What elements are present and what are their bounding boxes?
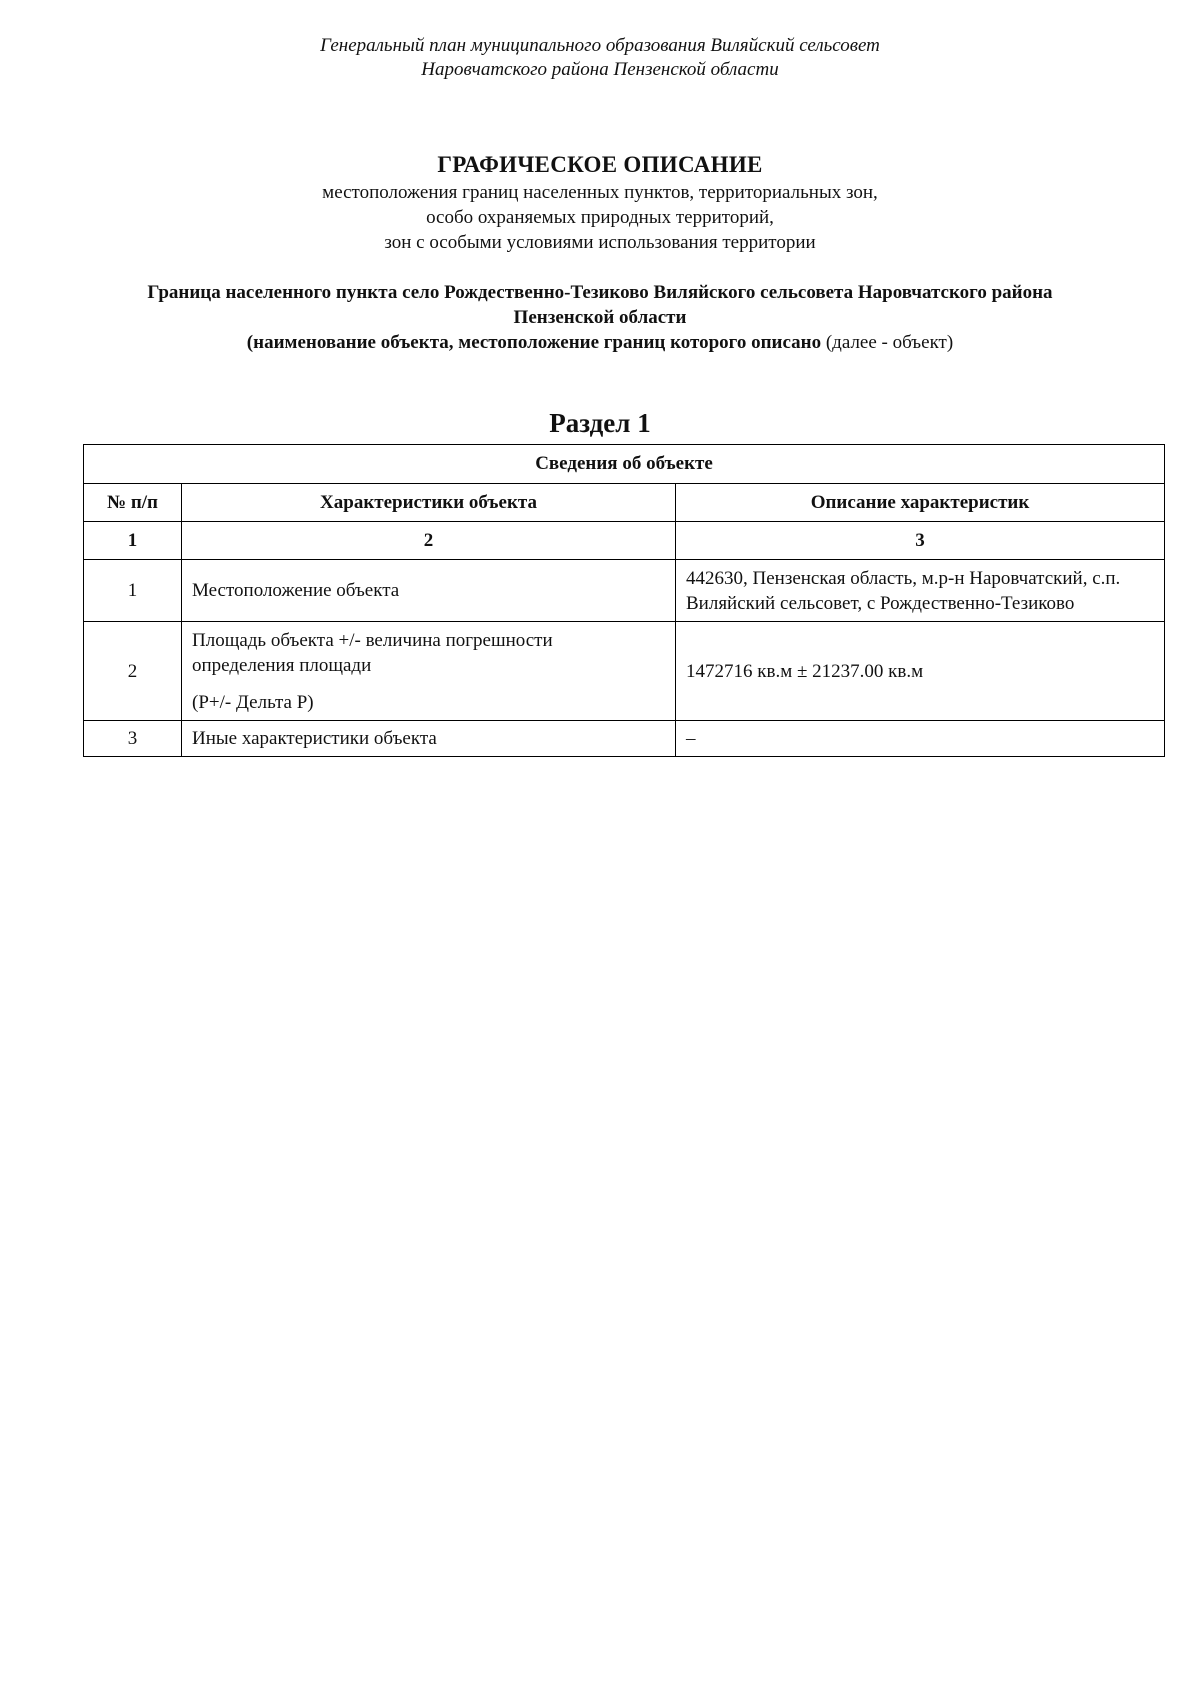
column-number-2: 2 bbox=[182, 522, 676, 560]
object-info-table bbox=[83, 444, 1165, 757]
row-description: – bbox=[676, 721, 1165, 757]
object-name-line-2: Пензенской области bbox=[513, 307, 687, 328]
object-caption bbox=[60, 330, 1140, 355]
row-number: 2 bbox=[84, 622, 182, 721]
page-header bbox=[0, 34, 1200, 82]
table-row bbox=[84, 721, 1165, 757]
header-characteristic: Характеристики объекта bbox=[182, 484, 676, 522]
row-number: 3 bbox=[84, 721, 182, 757]
object-name-line-1: Граница населенного пункта село Рождественно-Тезиково Виляйского сельсовета Наровчатского района bbox=[147, 282, 1053, 303]
table-caption: Сведения об объекте bbox=[84, 445, 1165, 484]
row-characteristic-line-2: определения площади bbox=[192, 654, 372, 676]
row-description bbox=[676, 560, 1165, 622]
row-characteristic: Местоположение объекта bbox=[182, 560, 676, 622]
subtitle-line-3: зон с особыми условиями использования территории bbox=[384, 232, 816, 253]
row-characteristic-line-3: (P+/- Дельта P) bbox=[192, 691, 314, 713]
object-caption-bold: (наименование объекта, местоположение границ которого описано bbox=[246, 332, 822, 353]
table-row bbox=[84, 622, 1165, 721]
document-title: ГРАФИЧЕСКОЕ ОПИСАНИЕ bbox=[437, 152, 763, 177]
column-number-row bbox=[84, 522, 1165, 560]
table-header-row bbox=[84, 484, 1165, 522]
object-caption-normal: (далее - объект) bbox=[821, 332, 954, 353]
row-description-line-1: 442630, Пензенская область, м.р-н Наровчатский, с.п. bbox=[686, 567, 1121, 589]
header-line-2: Наровчатского района Пензенской области bbox=[421, 59, 779, 80]
header-line-1: Генеральный план муниципального образования Виляйский сельсовет bbox=[320, 35, 880, 56]
row-number: 1 bbox=[84, 560, 182, 622]
table-caption-row bbox=[84, 445, 1165, 484]
row-description: 1472716 кв.м ± 21237.00 кв.м bbox=[676, 622, 1165, 721]
document-subtitle bbox=[0, 180, 1200, 255]
table-row bbox=[84, 560, 1165, 622]
subtitle-line-2: особо охраняемых природных территорий, bbox=[426, 207, 774, 228]
row-characteristic-line-1: Площадь объекта +/- величина погрешности bbox=[192, 629, 553, 651]
header-description: Описание характеристик bbox=[676, 484, 1165, 522]
row-description-line-2: Виляйский сельсовет, с Рождественно-Тезиково bbox=[686, 592, 1075, 614]
section-title: Раздел 1 bbox=[549, 408, 651, 438]
subtitle-line-1: местоположения границ населенных пунктов, территориальных зон, bbox=[322, 182, 878, 203]
row-characteristic: Иные характеристики объекта bbox=[182, 721, 676, 757]
column-number-3: 3 bbox=[676, 522, 1165, 560]
column-number-1: 1 bbox=[84, 522, 182, 560]
header-number: № п/п bbox=[84, 484, 182, 522]
object-name-block bbox=[60, 280, 1140, 355]
row-characteristic bbox=[182, 622, 676, 721]
